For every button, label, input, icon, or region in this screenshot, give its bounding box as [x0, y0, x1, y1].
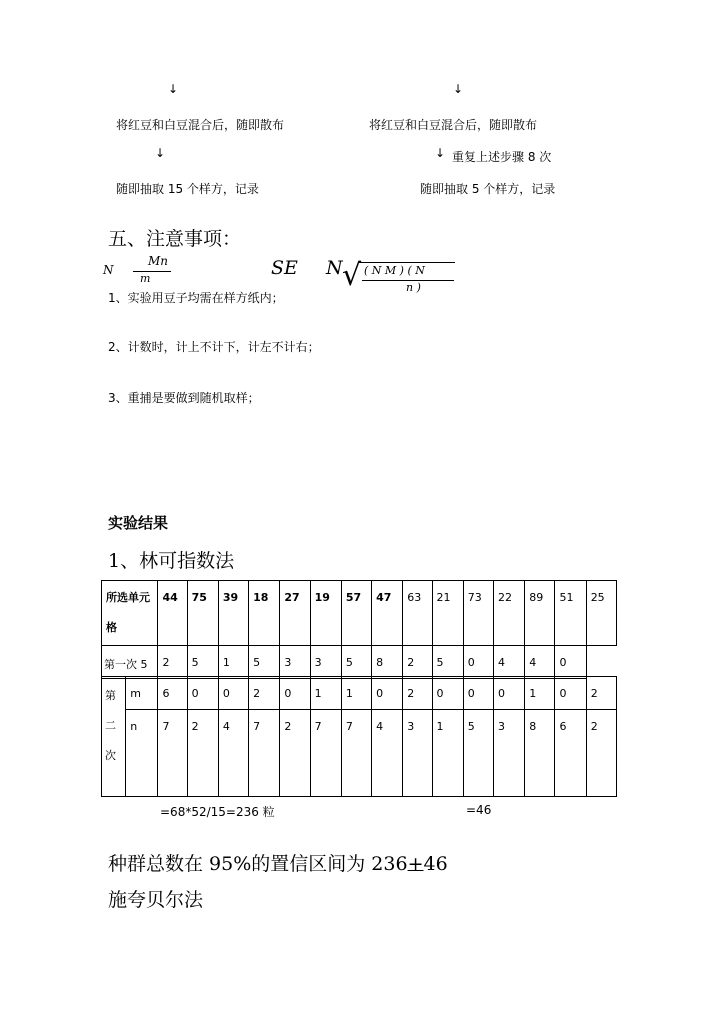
table-cell: 6: [158, 677, 187, 710]
table-row-first: [102, 646, 617, 679]
results-heading: 实验结果: [108, 514, 169, 532]
plus-minus-sign: +: [407, 853, 424, 875]
table-cell: 1: [432, 710, 463, 797]
flow-right-repeat-note: 重复上述步骤 8 次: [452, 150, 552, 164]
table-cell: 3: [493, 710, 524, 797]
calc-right: =46: [466, 803, 492, 817]
table-cell: 3: [403, 710, 432, 797]
table-header-cell: 51: [555, 581, 586, 646]
table-row-header: [102, 581, 617, 646]
table-cell: 2: [586, 710, 616, 797]
table-cell: 5: [432, 646, 463, 679]
table-cell: 7: [158, 710, 187, 797]
table-cell: 7: [249, 710, 280, 797]
table-header-cell: 19: [310, 581, 341, 646]
table-cell: 2: [280, 710, 310, 797]
table-header-cell: 75: [187, 581, 218, 646]
table-cell: 1: [341, 677, 371, 710]
table-cell: 1: [525, 677, 555, 710]
table-cell: 4: [218, 710, 248, 797]
table-cell: 8: [525, 710, 555, 797]
table-cell: 3: [280, 646, 310, 679]
note-item-2: 2、计数时，计上不计下，计左不计右；: [108, 340, 320, 354]
flow-right-step-2: 随即抽取 5 个样方，记录: [420, 182, 556, 196]
table-cell: 0: [280, 677, 310, 710]
note-item-1: 1、实验用豆子均需在样方纸内；: [108, 291, 284, 305]
table-cell: 5: [140, 658, 148, 671]
table-header-cell: 21: [432, 581, 463, 646]
notes-heading: 五、注意事项：: [108, 228, 242, 250]
table-row-n: [102, 710, 617, 797]
formula-n2-label: N: [326, 257, 343, 279]
table-row-m: [102, 677, 617, 710]
formula-se-label: SE: [271, 257, 298, 279]
table-cell: 5: [463, 710, 493, 797]
table-header-cell: 57: [341, 581, 371, 646]
formula-numerator: Mn: [148, 254, 169, 268]
table-cell: 8: [372, 646, 403, 679]
table-header-label: 所选单元格: [102, 581, 158, 646]
table-header-cell: 89: [525, 581, 555, 646]
table-m-label: m: [126, 677, 158, 710]
table-cell: 5: [187, 646, 218, 679]
conclusion: [108, 849, 448, 876]
table-cell: 0: [432, 677, 463, 710]
table-cell: 2: [249, 677, 280, 710]
table-cell: 0: [372, 677, 403, 710]
table-cell: 0: [187, 677, 218, 710]
flow-left-step-2: 随即抽取 15 个样方，记录: [116, 182, 259, 196]
sqrt-bar: [359, 262, 455, 263]
formula-fraction-line: [133, 271, 171, 272]
table-cell: 2: [403, 677, 432, 710]
table-cell: 0: [218, 677, 248, 710]
first-label-text: 第一次: [104, 658, 137, 671]
table-cell: 4: [372, 710, 403, 797]
flow-right-arrow-1: ↓: [453, 82, 464, 96]
table-cell: 0: [555, 646, 586, 679]
table-header-cell: 63: [403, 581, 432, 646]
table-header-cell: 39: [218, 581, 248, 646]
table-cell: 2: [403, 646, 432, 679]
conclusion-prefix: 种群总数在 95%的置信区间为 236: [108, 853, 408, 875]
table-cell: 2: [187, 710, 218, 797]
table-header-cell: 44: [158, 581, 187, 646]
table-cell: 2: [586, 677, 616, 710]
table-n-label: n: [126, 710, 158, 797]
table-header-cell: 27: [280, 581, 310, 646]
flow-left-arrow-2: ↓: [155, 146, 166, 160]
table-second-label: 第二次: [102, 677, 126, 797]
table-cell: 4: [493, 646, 524, 679]
formula-under-sqrt-top: ( N M ) ( N: [364, 264, 425, 277]
table-cell: 3: [310, 646, 341, 679]
table-header-cell: 47: [372, 581, 403, 646]
flow-right-step-1: 将红豆和白豆混合后，随即散布: [369, 118, 538, 132]
results-table: [101, 580, 617, 679]
calc-left: =68*52/15=236 粒: [160, 805, 275, 819]
formula-n-label: N: [103, 263, 114, 277]
next-heading: 施夸贝尔法: [108, 889, 204, 911]
table-cell: 0: [463, 677, 493, 710]
table-cell: 6: [555, 710, 586, 797]
conclusion-suffix: 46: [423, 853, 448, 875]
results-table-second: [101, 676, 617, 797]
flow-right-arrow-2: ↓: [435, 146, 446, 160]
table-cell: 1: [310, 677, 341, 710]
flow-left-arrow-1: ↓: [168, 82, 179, 96]
flow-left-step-1: 将红豆和白豆混合后，随即散布: [116, 118, 285, 132]
formula-under-sqrt-bottom: n ): [406, 281, 421, 294]
table-cell: 7: [310, 710, 341, 797]
table-cell: 2: [158, 646, 187, 679]
note-item-3: 3、重捕是要做到随机取样；: [108, 391, 260, 405]
table-header-cell: 73: [463, 581, 493, 646]
table-header-cell: 25: [586, 581, 616, 646]
table-cell: 0: [463, 646, 493, 679]
table-cell: 5: [341, 646, 371, 679]
table-cell: 7: [341, 710, 371, 797]
table-cell: 0: [493, 677, 524, 710]
results-subheading: 1、林可指数法: [108, 550, 235, 572]
table-cell: 4: [525, 646, 555, 679]
table-header-cell: 18: [249, 581, 280, 646]
formula-denominator: m: [140, 272, 151, 285]
table-cell: 0: [555, 677, 586, 710]
table-cell: 5: [249, 646, 280, 679]
table-header-cell: 22: [493, 581, 524, 646]
table-first-label: [102, 646, 158, 679]
sqrt-icon: √: [342, 258, 362, 293]
table-cell: 1: [218, 646, 248, 679]
